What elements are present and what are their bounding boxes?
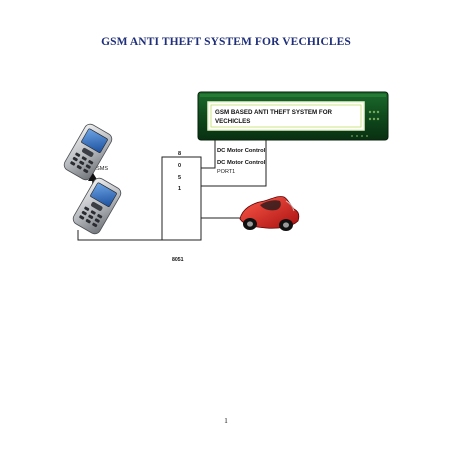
page-title: GSM ANTI THEFT SYSTEM FOR VECHICLES xyxy=(101,36,351,48)
port-label: PORT1 xyxy=(217,169,236,175)
mobile-phone-icon xyxy=(71,176,123,236)
mcu-pin-label: 0 xyxy=(178,163,182,169)
mcu-pin-label: 5 xyxy=(178,175,182,181)
wire-mcu-to-lcd xyxy=(201,140,215,168)
microcontroller-8051 xyxy=(162,151,201,263)
lcd-line-1: GSM BASED ANTI THEFT SYSTEM FOR xyxy=(215,109,332,116)
mcu-caption: 8051 xyxy=(172,257,184,263)
dc-motor-control-label: DC Motor Control xyxy=(217,148,266,154)
sms-label: SMS xyxy=(96,166,109,172)
car-icon xyxy=(240,196,299,231)
lcd-line-2: VECHICLES xyxy=(215,118,251,125)
page-number: 1 xyxy=(224,417,228,425)
microcontroller-block xyxy=(162,157,201,240)
mcu-pin-label: 8 xyxy=(178,151,182,157)
lcd-display xyxy=(198,92,388,140)
mobile-phone-icon xyxy=(62,122,114,182)
mcu-pin-label: 1 xyxy=(178,186,182,192)
lcd-screen xyxy=(208,102,364,130)
dc-motor-control-label: DC Motor Control xyxy=(217,160,266,166)
